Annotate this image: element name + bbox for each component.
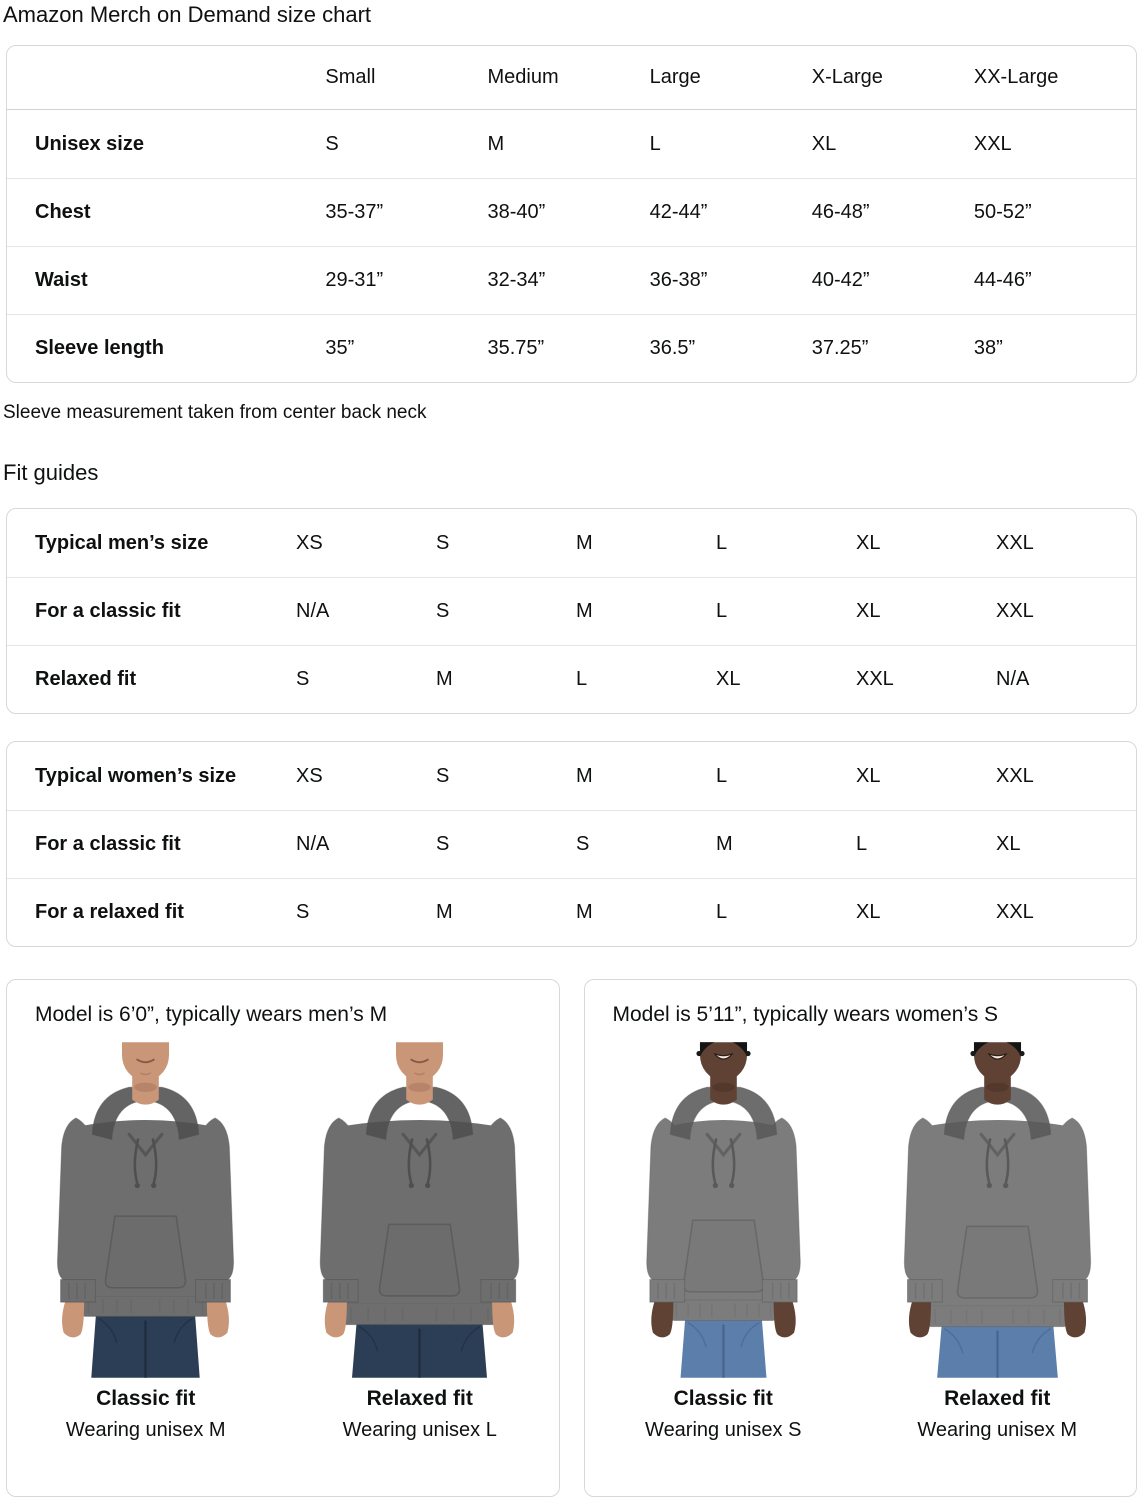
column-header: X-Large xyxy=(811,66,883,88)
fit-guides-heading: Fit guides xyxy=(3,460,99,485)
size-cell: XL xyxy=(716,668,741,690)
table-row xyxy=(7,110,1136,178)
column-header: Small xyxy=(325,66,376,88)
size-cell: 35.75” xyxy=(487,337,545,359)
size-table-header-row xyxy=(7,46,1136,110)
size-cell: M xyxy=(436,668,453,690)
table-row xyxy=(7,314,1136,382)
size-cell: XXL xyxy=(856,668,894,690)
size-cell: 29-31” xyxy=(325,269,384,291)
size-cell: 32-34” xyxy=(487,269,546,291)
mens-model-card xyxy=(6,979,560,1497)
row-label: Typical men’s size xyxy=(35,531,209,554)
table-row xyxy=(7,810,1136,878)
size-cell: S xyxy=(576,833,590,855)
column-header: Medium xyxy=(487,66,559,88)
size-cell: XS xyxy=(296,764,323,787)
size-cell: M xyxy=(576,764,593,787)
size-cell: 38-40” xyxy=(487,201,546,223)
size-cell: 38” xyxy=(973,337,1003,359)
model-photo-mens-classic-fit xyxy=(30,1039,262,1379)
column-header: XX-Large xyxy=(973,66,1059,88)
row-label: Unisex size xyxy=(35,132,144,155)
size-cell: 35-37” xyxy=(325,201,384,223)
figure-block xyxy=(607,1039,839,1442)
size-cell: XL xyxy=(856,600,881,622)
size-cell: M xyxy=(576,531,593,554)
figure-block xyxy=(304,1039,536,1442)
size-cell: XL xyxy=(856,764,881,787)
size-cell: M xyxy=(576,901,593,923)
model-cards xyxy=(6,979,1137,1497)
size-cell: S xyxy=(296,901,310,923)
sleeve-measurement-note: Sleeve measurement taken from center back neck xyxy=(3,402,427,423)
table-row xyxy=(7,577,1136,645)
size-cell: XL xyxy=(856,531,881,554)
size-cell: L xyxy=(649,132,661,155)
size-table xyxy=(6,45,1137,383)
size-cell: L xyxy=(716,531,728,554)
size-cell: 44-46” xyxy=(973,269,1032,291)
wearing-size-label: Wearing unisex M xyxy=(65,1419,226,1441)
size-cell: XXL xyxy=(996,531,1034,554)
size-cell: L xyxy=(576,668,588,690)
size-cell: XXL xyxy=(996,901,1034,923)
size-cell: M xyxy=(576,600,593,622)
figure-block xyxy=(881,1039,1113,1442)
table-row xyxy=(7,878,1136,946)
size-cell: 37.25” xyxy=(811,337,869,359)
wearing-size-label: Wearing unisex S xyxy=(645,1419,802,1441)
table-row xyxy=(7,246,1136,314)
fit-type-label: Relaxed fit xyxy=(944,1387,1051,1410)
size-cell: M xyxy=(487,132,505,155)
mens-fit-table xyxy=(6,508,1137,714)
size-cell: XS xyxy=(296,531,323,554)
size-cell: L xyxy=(716,901,728,923)
size-cell: XL xyxy=(811,132,837,155)
size-cell: N/A xyxy=(296,600,330,622)
row-label: Sleeve length xyxy=(35,337,164,359)
table-row xyxy=(7,178,1136,246)
row-label: For a relaxed fit xyxy=(35,901,184,923)
model-photo-mens-relaxed-fit xyxy=(304,1039,536,1379)
size-cell: S xyxy=(436,531,450,554)
size-cell: XXL xyxy=(996,600,1034,622)
size-cell: N/A xyxy=(996,668,1030,690)
card-title: Model is 5’11”, typically wears women’s S xyxy=(612,1003,999,1026)
wearing-size-label: Wearing unisex L xyxy=(342,1419,497,1441)
size-cell: M xyxy=(716,833,733,855)
size-cell: L xyxy=(716,764,728,787)
fit-type-label: Classic fit xyxy=(673,1387,773,1410)
table-row xyxy=(7,742,1136,810)
size-cell: 36-38” xyxy=(649,269,708,291)
card-title: Model is 6’0”, typically wears men’s M xyxy=(35,1003,388,1026)
size-cell: S xyxy=(436,833,450,855)
row-label: Typical women’s size xyxy=(35,764,237,787)
size-cell: 35” xyxy=(325,337,355,359)
size-cell: L xyxy=(856,833,868,855)
fit-type-label: Relaxed fit xyxy=(366,1387,473,1410)
figure-block xyxy=(30,1039,262,1442)
model-photo-womens-relaxed-fit xyxy=(881,1039,1113,1379)
womens-fit-table xyxy=(6,741,1137,947)
row-label: Chest xyxy=(35,201,91,223)
table-row xyxy=(7,509,1136,577)
mens-figures xyxy=(17,1039,549,1442)
size-cell: XL xyxy=(996,833,1021,855)
size-cell: S xyxy=(325,132,339,155)
column-header: Large xyxy=(649,66,701,88)
row-label: For a classic fit xyxy=(35,600,181,622)
row-label: Waist xyxy=(35,269,88,291)
row-label: Relaxed fit xyxy=(35,668,137,690)
page-title: Amazon Merch on Demand size chart xyxy=(3,2,372,27)
model-photo-womens-classic-fit xyxy=(607,1039,839,1379)
size-cell: 46-48” xyxy=(811,201,870,223)
table-row xyxy=(7,645,1136,713)
size-cell: XL xyxy=(856,901,881,923)
size-cell: L xyxy=(716,600,728,622)
size-cell: N/A xyxy=(296,833,330,855)
size-cell: S xyxy=(436,764,450,787)
size-cell: S xyxy=(296,668,310,690)
womens-figures xyxy=(595,1039,1127,1442)
fit-type-label: Classic fit xyxy=(96,1387,196,1410)
size-cell: XXL xyxy=(973,132,1012,155)
size-cell: 36.5” xyxy=(649,337,696,359)
size-cell: 50-52” xyxy=(973,201,1032,223)
size-cell: 40-42” xyxy=(811,269,870,291)
size-cell: XXL xyxy=(996,764,1034,787)
womens-model-card xyxy=(584,979,1138,1497)
row-label: For a classic fit xyxy=(35,833,181,855)
size-cell: S xyxy=(436,600,450,622)
wearing-size-label: Wearing unisex M xyxy=(917,1419,1078,1441)
size-cell: 42-44” xyxy=(649,201,708,223)
size-cell: M xyxy=(436,901,453,923)
